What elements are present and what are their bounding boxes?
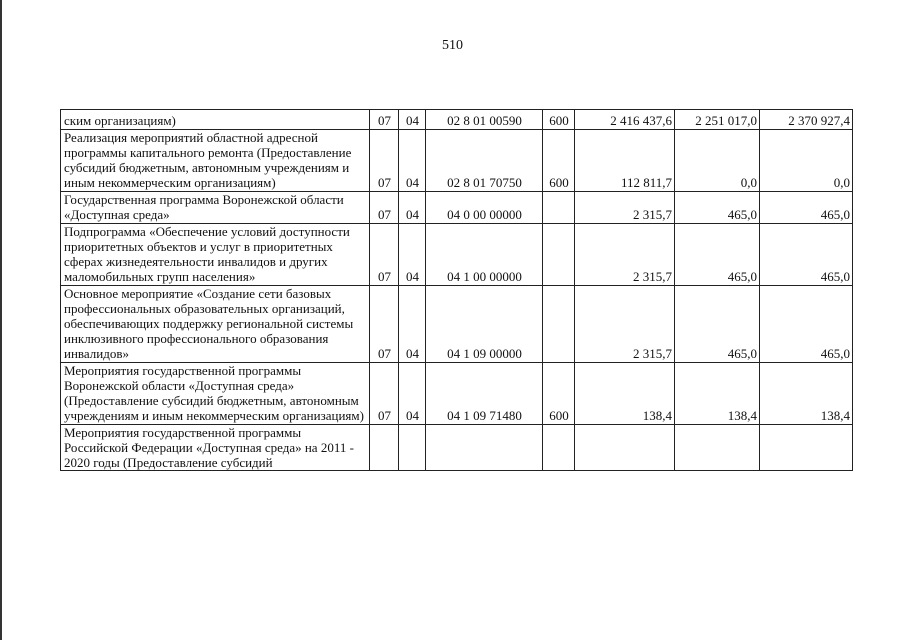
row-name: Мероприятия государственной программы Воронежской области «Доступная среда» (Предоставление субсидий бюджетным, автономным учреждениям и иным некоммерческим организациям) xyxy=(61,363,370,425)
row-subsection-code: 04 xyxy=(399,286,426,363)
row-section-code: 07 xyxy=(370,130,399,192)
row-amount-year-2: 2 251 017,0 xyxy=(675,110,760,130)
row-amount-year-1: 2 315,7 xyxy=(575,224,675,286)
table-row xyxy=(61,110,853,130)
row-target-article: 02 8 01 70750 xyxy=(426,130,543,192)
row-amount-year-3: 2 370 927,4 xyxy=(760,110,853,130)
row-name: Основное мероприятие «Создание сети базовых профессиональных образовательных организаций, обеспечивающих поддержку региональной системы инклюзивного профессионального образования инвалидов» xyxy=(61,286,370,363)
row-amount-year-1: 2 416 437,6 xyxy=(575,110,675,130)
row-amount-year-1 xyxy=(575,425,675,471)
row-expense-type xyxy=(543,286,575,363)
row-subsection-code: 04 xyxy=(399,110,426,130)
row-amount-year-1: 112 811,7 xyxy=(575,130,675,192)
row-section-code xyxy=(370,425,399,471)
row-amount-year-3: 0,0 xyxy=(760,130,853,192)
row-expense-type: 600 xyxy=(543,130,575,192)
row-subsection-code xyxy=(399,425,426,471)
row-amount-year-2: 465,0 xyxy=(675,286,760,363)
row-amount-year-2: 465,0 xyxy=(675,224,760,286)
row-amount-year-1: 2 315,7 xyxy=(575,286,675,363)
table-row xyxy=(61,363,853,425)
row-target-article: 04 1 09 00000 xyxy=(426,286,543,363)
row-amount-year-3 xyxy=(760,425,853,471)
page-left-edge xyxy=(0,0,2,640)
row-subsection-code: 04 xyxy=(399,130,426,192)
row-subsection-code: 04 xyxy=(399,363,426,425)
row-name: Мероприятия государственной программы Российской Федерации «Доступная среда» на 2011 - 2020 годы (Предоставление субсидий xyxy=(61,425,370,471)
table-row xyxy=(61,130,853,192)
row-target-article: 04 1 00 00000 xyxy=(426,224,543,286)
row-expense-type xyxy=(543,224,575,286)
row-amount-year-3: 465,0 xyxy=(760,286,853,363)
table-row xyxy=(61,286,853,363)
row-subsection-code: 04 xyxy=(399,224,426,286)
row-expense-type: 600 xyxy=(543,363,575,425)
row-name: Государственная программа Воронежской области «Доступная среда» xyxy=(61,192,370,224)
row-expense-type xyxy=(543,192,575,224)
row-section-code: 07 xyxy=(370,363,399,425)
row-section-code: 07 xyxy=(370,286,399,363)
row-amount-year-3: 465,0 xyxy=(760,224,853,286)
table-row xyxy=(61,425,853,471)
row-expense-type xyxy=(543,425,575,471)
budget-table-body xyxy=(61,110,853,471)
page-number: 510 xyxy=(442,38,463,53)
row-target-article: 04 1 09 71480 xyxy=(426,363,543,425)
row-amount-year-2: 138,4 xyxy=(675,363,760,425)
row-name: ским организациям) xyxy=(61,110,370,130)
row-name: Реализация мероприятий областной адресной программы капитального ремонта (Предоставление субсидий бюджетным, автономным учреждениям и иным некоммерческим организациям) xyxy=(61,130,370,192)
row-amount-year-3: 465,0 xyxy=(760,192,853,224)
row-name: Подпрограмма «Обеспечение условий доступности приоритетных объектов и услуг в приоритетных сферах жизнедеятельности инвалидов и других маломобильных групп населения» xyxy=(61,224,370,286)
table-row xyxy=(61,224,853,286)
row-target-article xyxy=(426,425,543,471)
row-section-code: 07 xyxy=(370,110,399,130)
row-section-code: 07 xyxy=(370,224,399,286)
row-subsection-code: 04 xyxy=(399,192,426,224)
row-section-code: 07 xyxy=(370,192,399,224)
row-amount-year-3: 138,4 xyxy=(760,363,853,425)
table-row xyxy=(61,192,853,224)
row-expense-type: 600 xyxy=(543,110,575,130)
budget-table xyxy=(60,109,853,471)
row-amount-year-1: 2 315,7 xyxy=(575,192,675,224)
row-target-article: 04 0 00 00000 xyxy=(426,192,543,224)
row-amount-year-1: 138,4 xyxy=(575,363,675,425)
row-amount-year-2: 465,0 xyxy=(675,192,760,224)
row-amount-year-2: 0,0 xyxy=(675,130,760,192)
row-target-article: 02 8 01 00590 xyxy=(426,110,543,130)
row-amount-year-2 xyxy=(675,425,760,471)
